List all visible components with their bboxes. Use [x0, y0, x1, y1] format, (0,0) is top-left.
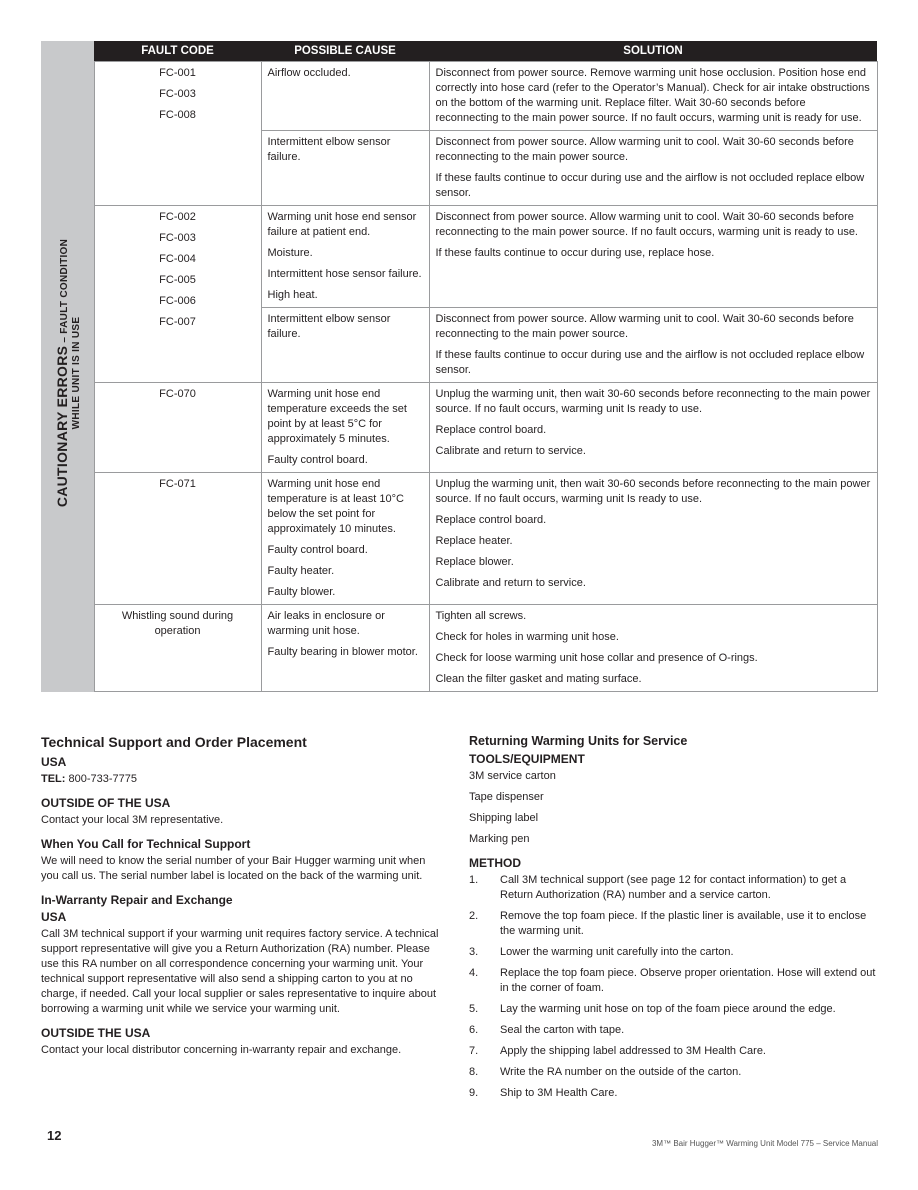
page-number: 12 — [47, 1128, 62, 1143]
possible-cause-cell — [261, 308, 429, 383]
method-steps — [469, 873, 879, 1101]
fault-code-cell — [94, 383, 261, 473]
support-outside-heading: OUTSIDE OF THE USA — [41, 796, 171, 810]
possible-cause: Moisture. — [267, 247, 313, 259]
possible-cause-cell — [261, 605, 429, 692]
possible-cause: Intermittent hose sensor failure. — [267, 268, 422, 280]
fault-code: FC-005 — [159, 274, 196, 286]
solution: Unplug the warming unit, then wait 30-60 seconds before reconnecting to the main power source. If no fault occurs, warming unit Is ready to use. — [435, 478, 871, 505]
fault-code: FC-004 — [159, 253, 196, 265]
solution: If these faults continue to occur during use and the airflow is not occluded replace elbow sensor. — [435, 172, 865, 199]
warranty-usa-text: Call 3M technical support if your warming unit requires factory service. A technical support representative will give you a Return Authorization (RA) number. Please use this RA number on all correspondence concerning your warming unit. Your technical support representative will also send a shipping carton to you at no charge, if needed. Call your local supplier or sales representative to inquire about borrowing a warming unit while we service your warming unit. — [41, 928, 439, 1015]
fault-code: FC-001 — [159, 67, 196, 79]
header-fault-code: FAULT CODE — [94, 41, 261, 62]
solution-cell — [429, 605, 877, 692]
solution: Clean the filter gasket and mating surface. — [435, 673, 642, 685]
fault-row — [41, 383, 877, 473]
method-heading: METHOD — [469, 856, 521, 870]
possible-cause: Airflow occluded. — [267, 67, 351, 79]
possible-cause-cell — [261, 62, 429, 131]
warranty-outside-heading: OUTSIDE THE USA — [41, 1026, 151, 1040]
solution: Disconnect from power source. Remove warming unit hose occlusion. Position hose end correctly into hose card (refer to the Operator’s Manual). Check for air intake obstructions on the bottom of the warming unit. Replace filter. Wait 30-60 seconds before reconnecting to the main power source. If no fault occurs, warming unit is ready for use. — [435, 67, 870, 124]
fault-code: FC-003 — [159, 88, 196, 100]
possible-cause-cell — [261, 473, 429, 605]
fault-table-header-row — [41, 41, 877, 62]
support-title: Technical Support and Order Placement — [41, 734, 307, 750]
step-text: Call 3M technical support (see page 12 for contact information) to get a Return Authorization (RA) number and a service carton. — [500, 874, 847, 901]
step-text: Ship to 3M Health Care. — [500, 1087, 618, 1099]
step-number: 6. — [469, 1024, 479, 1036]
warranty-usa-heading: USA — [41, 910, 67, 924]
footer-text: 3M™ Bair Hugger™ Warming Unit Model 775 – Service Manual — [651, 1139, 878, 1148]
fault-table-body — [41, 62, 877, 692]
step-number: 7. — [469, 1045, 479, 1057]
method-step — [469, 873, 879, 903]
fault-row — [41, 605, 877, 692]
step-text: Lay the warming unit hose on top of the foam piece around the edge. — [500, 1003, 836, 1015]
support-column — [41, 733, 446, 1058]
fault-code: Whistling sound during operation — [121, 610, 234, 637]
solution: Disconnect from power source. Allow warming unit to cool. Wait 30-60 seconds before reconnecting to the main power source. — [435, 136, 854, 163]
support-outside-text: Contact your local 3M representative. — [41, 814, 224, 826]
solution: Disconnect from power source. Allow warming unit to cool. Wait 30-60 seconds before reconnecting to the main power source. If no fault occurs, warming unit is ready to use. — [435, 211, 858, 238]
possible-cause: Faulty heater. — [267, 565, 335, 577]
possible-cause: Warming unit hose end temperature is at least 10°C below the set point for approximately 10 minutes. — [267, 478, 404, 535]
header-possible-cause: POSSIBLE CAUSE — [261, 41, 429, 62]
method-step — [469, 1065, 879, 1080]
fault-code: FC-007 — [159, 316, 196, 328]
fault-row — [41, 473, 877, 605]
solution: Check for loose warming unit hose collar and presence of O-rings. — [435, 652, 758, 664]
side-label-line2: WHILE UNIT IS IN USE — [71, 316, 82, 430]
step-number: 3. — [469, 946, 479, 958]
step-text: Lower the warming unit carefully into the carton. — [500, 946, 734, 958]
step-number: 4. — [469, 967, 479, 979]
step-text: Seal the carton with tape. — [500, 1024, 625, 1036]
fault-code-cell — [94, 62, 261, 206]
side-label — [41, 41, 94, 692]
solution: Check for holes in warming unit hose. — [435, 631, 619, 643]
step-number: 9. — [469, 1087, 479, 1099]
method-step — [469, 1044, 879, 1059]
side-label-text — [54, 239, 82, 507]
fault-code: FC-003 — [159, 232, 196, 244]
returning-title: Returning Warming Units for Service — [469, 734, 688, 748]
fault-code: FC-071 — [159, 478, 196, 490]
solution-cell — [429, 62, 877, 131]
step-text: Remove the top foam piece. If the plastic liner is available, use it to enclose the warming unit. — [500, 910, 867, 937]
warranty-heading: In-Warranty Repair and Exchange — [41, 893, 233, 907]
step-number: 1. — [469, 874, 479, 886]
possible-cause-cell — [261, 383, 429, 473]
solution: Replace heater. — [435, 535, 513, 547]
solution: Replace control board. — [435, 424, 547, 436]
support-tel — [41, 772, 446, 787]
fault-table-grid — [41, 41, 878, 692]
fault-code: FC-070 — [159, 388, 196, 400]
possible-cause: Intermittent elbow sensor failure. — [267, 136, 391, 163]
possible-cause: Faulty bearing in blower motor. — [267, 646, 418, 658]
possible-cause: High heat. — [267, 289, 318, 301]
tool-item: Shipping label — [469, 812, 539, 824]
fault-row — [41, 206, 877, 308]
possible-cause: Warming unit hose end temperature exceeds the set point by at least 5°C for approximately 5 minutes. — [267, 388, 407, 445]
fault-code-cell — [94, 206, 261, 383]
solution-cell — [429, 308, 877, 383]
fault-code-cell — [94, 473, 261, 605]
support-usa-heading: USA — [41, 755, 67, 769]
solution: If these faults continue to occur during use, replace hose. — [435, 247, 715, 259]
step-text: Apply the shipping label addressed to 3M Health Care. — [500, 1045, 766, 1057]
solution: Replace control board. — [435, 514, 547, 526]
solution: Tighten all screws. — [435, 610, 527, 622]
method-step — [469, 909, 879, 939]
method-step — [469, 1002, 879, 1017]
tool-item: Marking pen — [469, 833, 530, 845]
solution: Calibrate and return to service. — [435, 445, 586, 457]
fault-code: FC-006 — [159, 295, 196, 307]
fault-row — [41, 62, 877, 131]
possible-cause: Faulty control board. — [267, 544, 368, 556]
solution-cell — [429, 206, 877, 308]
possible-cause: Faulty control board. — [267, 454, 368, 466]
possible-cause: Intermittent elbow sensor failure. — [267, 313, 391, 340]
call-heading: When You Call for Technical Support — [41, 837, 251, 851]
step-number: 2. — [469, 910, 479, 922]
step-number: 5. — [469, 1003, 479, 1015]
tel-label: TEL: — [41, 773, 66, 785]
solution-cell — [429, 383, 877, 473]
side-label-sub: – FAULT CONDITION — [59, 238, 70, 346]
fault-code: FC-008 — [159, 109, 196, 121]
tel-value: 800-733-7775 — [65, 773, 138, 785]
solution: If these faults continue to occur during use and the airflow is not occluded replace elbow sensor. — [435, 349, 865, 376]
method-step — [469, 945, 879, 960]
possible-cause: Air leaks in enclosure or warming unit hose. — [267, 610, 385, 637]
solution-cell — [429, 473, 877, 605]
solution: Calibrate and return to service. — [435, 577, 586, 589]
solution-cell — [429, 131, 877, 206]
fault-table — [41, 41, 877, 692]
step-number: 8. — [469, 1066, 479, 1078]
possible-cause-cell — [261, 131, 429, 206]
fault-code-cell — [94, 605, 261, 692]
method-step — [469, 966, 879, 996]
tool-item: 3M service carton — [469, 770, 556, 782]
solution: Disconnect from power source. Allow warming unit to cool. Wait 30-60 seconds before reconnecting to the main power source. — [435, 313, 854, 340]
tool-item: Tape dispenser — [469, 791, 544, 803]
warranty-outside-text: Contact your local distributor concerning in-warranty repair and exchange. — [41, 1044, 402, 1056]
fault-code: FC-002 — [159, 211, 196, 223]
possible-cause: Warming unit hose end sensor failure at patient end. — [267, 211, 417, 238]
solution: Replace blower. — [435, 556, 514, 568]
solution: Unplug the warming unit, then wait 30-60 seconds before reconnecting to the main power source. If no fault occurs, warming unit Is ready to use. — [435, 388, 871, 415]
tools-list — [469, 769, 879, 847]
side-label-main: CAUTIONARY ERRORS — [54, 345, 70, 508]
method-step — [469, 1023, 879, 1038]
step-text: Write the RA number on the outside of the carton. — [500, 1066, 742, 1078]
tools-heading: TOOLS/EQUIPMENT — [469, 752, 585, 766]
header-solution: SOLUTION — [429, 41, 877, 62]
step-text: Replace the top foam piece. Observe proper orientation. Hose will extend out in the corner of foam. — [500, 967, 876, 994]
possible-cause: Faulty blower. — [267, 586, 336, 598]
possible-cause-cell — [261, 206, 429, 308]
call-text: We will need to know the serial number of your Bair Hugger warming unit when you call us. The serial number label is located on the back of the warming unit. — [41, 855, 426, 882]
method-step — [469, 1086, 879, 1101]
returning-column — [469, 733, 879, 1107]
